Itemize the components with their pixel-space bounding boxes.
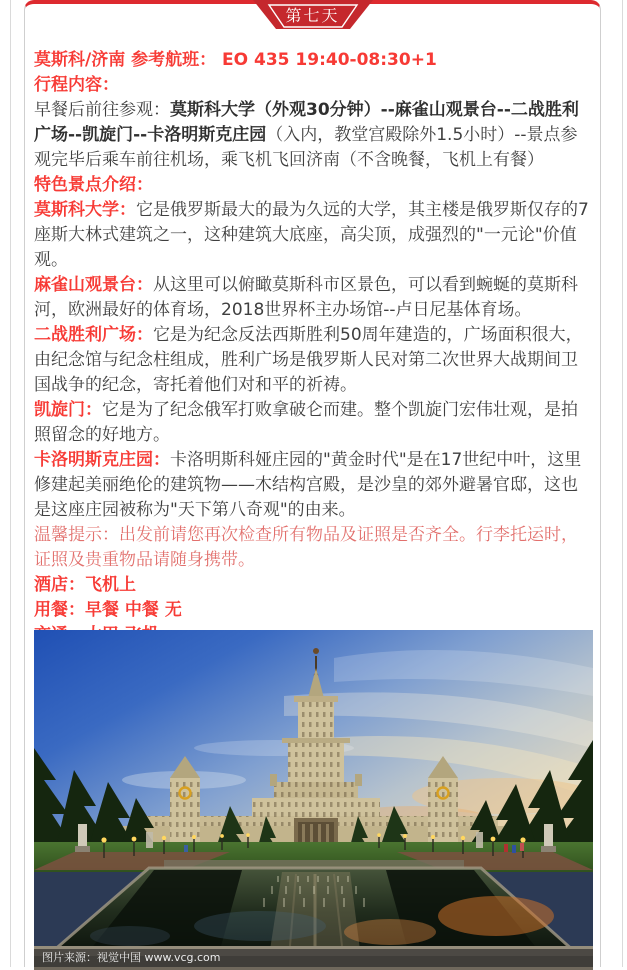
itinerary-route: 莫斯科大学（外观30分钟）--麻雀山观景台--二战胜利广场--凯旋门--卡洛明斯克庄园 (34, 100, 579, 145)
highlight-term: 莫斯科大学： (34, 200, 136, 220)
highlight-term: 二战胜利广场： (34, 325, 153, 345)
day-tab (253, 0, 373, 29)
photo-credit-caption: 图片来源：视觉中国 www.vcg.com (34, 949, 593, 967)
highlight-item-victory-square (34, 323, 591, 398)
day-tab-label: 第七天 (285, 6, 340, 25)
highlight-term: 凯旋门： (34, 400, 102, 420)
highlights-heading: 特色景点介绍： (34, 175, 153, 195)
highlight-item-moscow-university (34, 198, 591, 273)
photo-illustration (34, 630, 593, 970)
left-divider-line (10, 0, 11, 967)
highlight-item-kolomenskoye (34, 448, 591, 523)
itinerary-heading: 行程内容： (34, 75, 119, 95)
itinerary-prefix: 早餐后前往参观： (34, 100, 170, 120)
day-itinerary-card (24, 0, 601, 967)
itinerary-content (25, 4, 600, 648)
itinerary-paragraph (34, 98, 591, 173)
warm-tip-line: 温馨提示：出发前请您再次检查所有物品及证照是否齐全。行李托运时，证照及贵重物品请随身携带。 (34, 525, 578, 570)
meals-line: 用餐：早餐 中餐 无 (34, 600, 182, 620)
highlight-item-triumphal-arch (34, 398, 591, 448)
hotel-line: 酒店：飞机上 (34, 575, 136, 595)
highlight-item-sparrow-hills (34, 273, 591, 323)
attraction-photo-moscow-state-university (34, 630, 593, 970)
right-divider-line (622, 0, 623, 967)
reflecting-pool (52, 868, 575, 952)
highlight-desc: 从这里可以俯瞰莫斯科市区景色，可以看到蜿蜒的莫斯科河，欧洲最好的体育场，2018世界杯主办场馆--卢日尼基体育场。 (34, 275, 578, 320)
highlight-term: 卡洛明斯克庄园： (34, 450, 170, 470)
highlight-desc: 它是为了纪念俄军打败拿破仑而建。整个凯旋门宏伟壮观，是拍照留念的好地方。 (34, 400, 578, 445)
highlight-desc: 卡洛明斯科娅庄园的"黄金时代"是在17世纪中叶，这里修建起美丽绝伦的建筑物——木结构宫殿，是沙皇的郊外避暑官邸，这也是这座庄园被称为"天下第八奇观"的由来。 (34, 450, 582, 520)
highlight-desc: 它是为纪念反法西斯胜利50周年建造的，广场面积很大，由纪念馆与纪念柱组成，胜利广场是俄罗斯人民对第二次世界大战期间卫国战争的纪念，寄托着他们对和平的祈祷。 (34, 325, 583, 395)
flight-info-line: 莫斯科/济南 参考航班： EO 435 19:40-08:30+1 (34, 50, 437, 70)
highlight-term: 麻雀山观景台： (34, 275, 153, 295)
itinerary-suffix: （入内，教堂宫殿除外1.5小时）--景点参观完毕后乘车前往机场，乘飞机飞回济南（不含晚餐，飞机上有餐） (34, 125, 578, 170)
highlight-desc: 它是俄罗斯最大的最为久远的大学，其主楼是俄罗斯仅存的7座斯大林式建筑之一，这种建筑大底座，高尖顶，成强烈的"一元论"价值观。 (34, 200, 589, 270)
